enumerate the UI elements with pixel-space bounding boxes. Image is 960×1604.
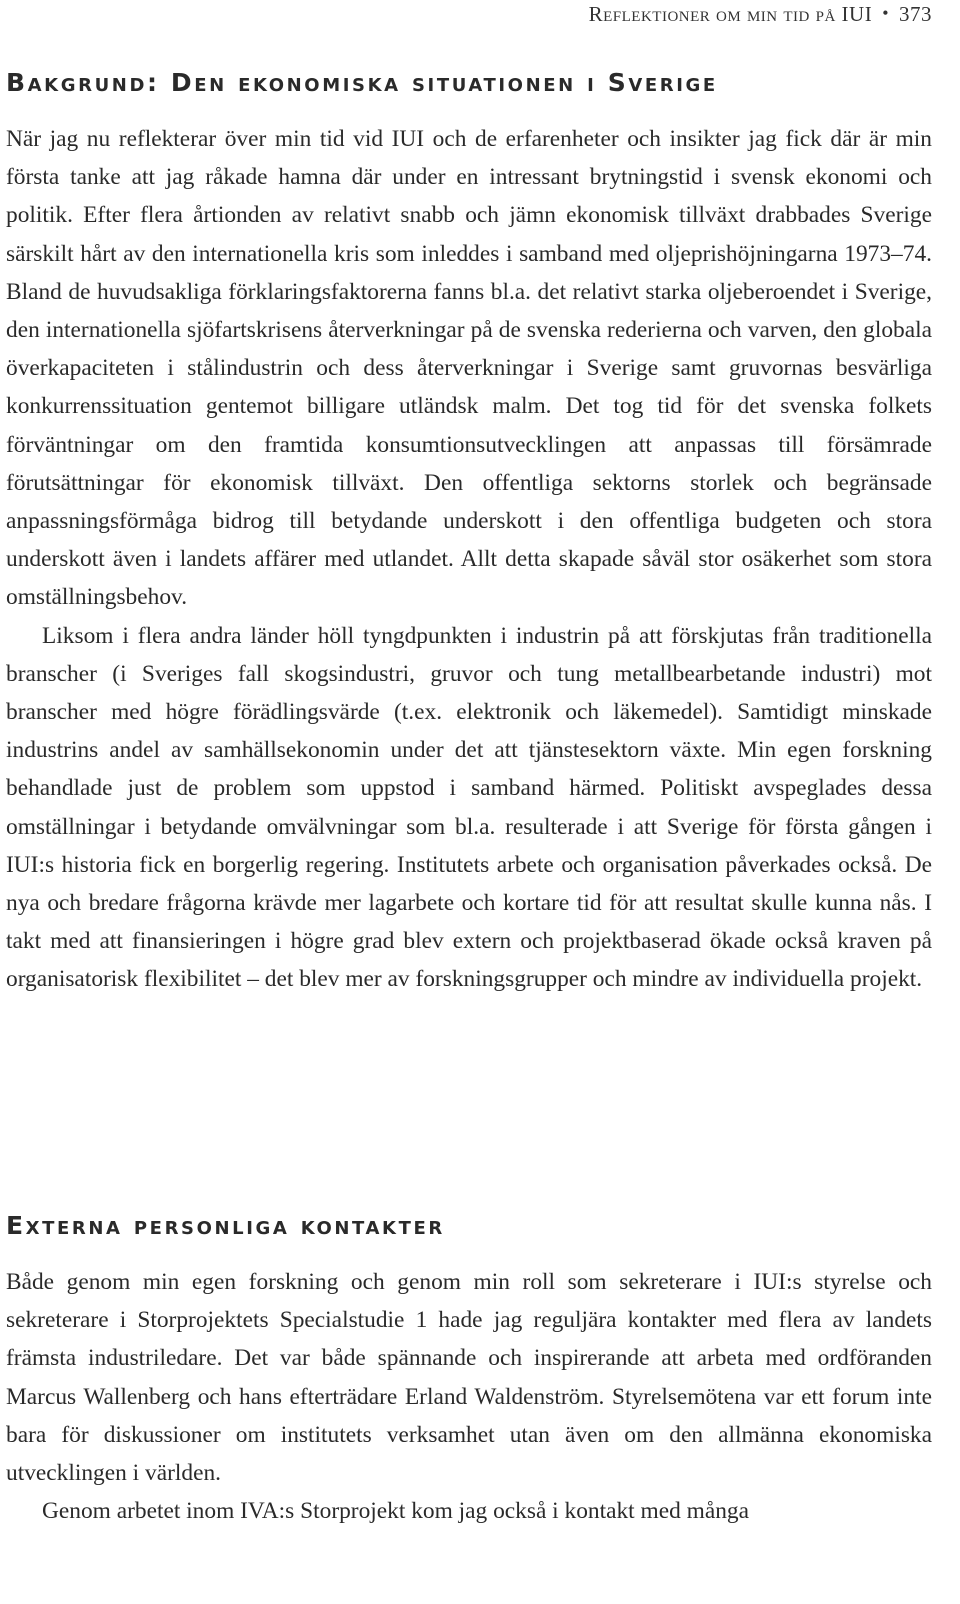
page-number: 373 [899, 2, 932, 26]
running-head-title: Reflektioner om min tid på IUI [588, 2, 873, 26]
bullet-separator-icon: • [882, 3, 889, 23]
paragraph: Liksom i flera andra länder höll tyngdpunkten i industrin på att förskjutas från traditionella branscher (i Sveriges fall skogsindustri, gruvor och tung metallbearbetande industri) mot branscher med högre förädlingsvärde (t.ex. elektronik och läkemedel). Samtidigt minskade industrins andel av samhällsekonomin under det att tjänstesektorn växte. Min egen forskning behandlade just de problem som uppstod i samband härmed. Politiskt avspeglades dessa omställningar i betydande omvälvningar som bl.a. resulterade i att Sverige för första gången i IUI:s historia fick en borgerlig regering. Institutets arbete och organisation påverkades också. De nya och bredare frågorna krävde mer lagarbete och kortare tid för att resultat skulle kunna nås. I takt med att finansieringen i högre grad blev extern och projektbaserad ökade också kraven på organisatorisk flexibilitet – det blev mer av forskningsgrupper och mindre av individuella projekt. [6, 622, 932, 993]
section-heading-background: Bakgrund: Den ekonomiska situationen i Sverige [6, 68, 718, 97]
section-body-external-contacts [6, 1263, 932, 1530]
paragraph: När jag nu reflekterar över min tid vid IUI och de erfarenheter och insikter jag fick där är min första tanke att jag råkade hamna där under en intressant brytningstid i svensk ekonomi och politik. Efter flera årtionden av relativt snabb och jämn ekonomisk tillväxt drabbades Sverige särskilt hårt av den internationella kris som inleddes i samband med oljeprishöjningarna 1973–74. Bland de huvudsakliga förklaringsfaktorerna fanns bl.a. det relativt starka oljeberoendet i Sverige, den internationella sjöfartskrisens återverkningar på de svenska rederierna och varven, den globala överkapaciteten i stålindustrin och dess återverkningar i Sverige samt gruvornas besvärliga konkurrenssituation gentemot billigare utländsk malm. Det tog tid för det svenska folkets förväntningar om den framtida konsumtionsutvecklingen att anpassas till försämrade förutsättningar för ekonomisk tillväxt. Den offentliga sektorns storlek och begränsade anpassningsförmåga bidrog till betydande underskott i den offentliga budgeten och stora underskott även i landets affärer med utlandet. Allt detta skapade såväl stor osäkerhet som stora omställningsbehov. [6, 126, 932, 611]
paragraph: Genom arbetet inom IVA:s Storprojekt kom jag också i kontakt med många [42, 1498, 749, 1525]
section-heading-external-contacts: Externa personliga kontakter [6, 1211, 445, 1240]
paragraph: Både genom min egen forskning och genom min roll som sekreterare i IUI:s styrelse och sekreterare i Storprojektets Specialstudie 1 hade jag reguljära kontakter med flera av landets främsta industriledare. Det var både spännande och inspirerande att arbeta med ordföranden Marcus Wallenberg och hans efterträdare Erland Waldenström. Styrelsemötena var ett forum inte bara för diskussioner om institutets verksamhet utan även om den allmänna ekonomiska utvecklingen i världen. [6, 1269, 932, 1487]
running-head [589, 2, 932, 27]
section-body-background [6, 120, 932, 999]
